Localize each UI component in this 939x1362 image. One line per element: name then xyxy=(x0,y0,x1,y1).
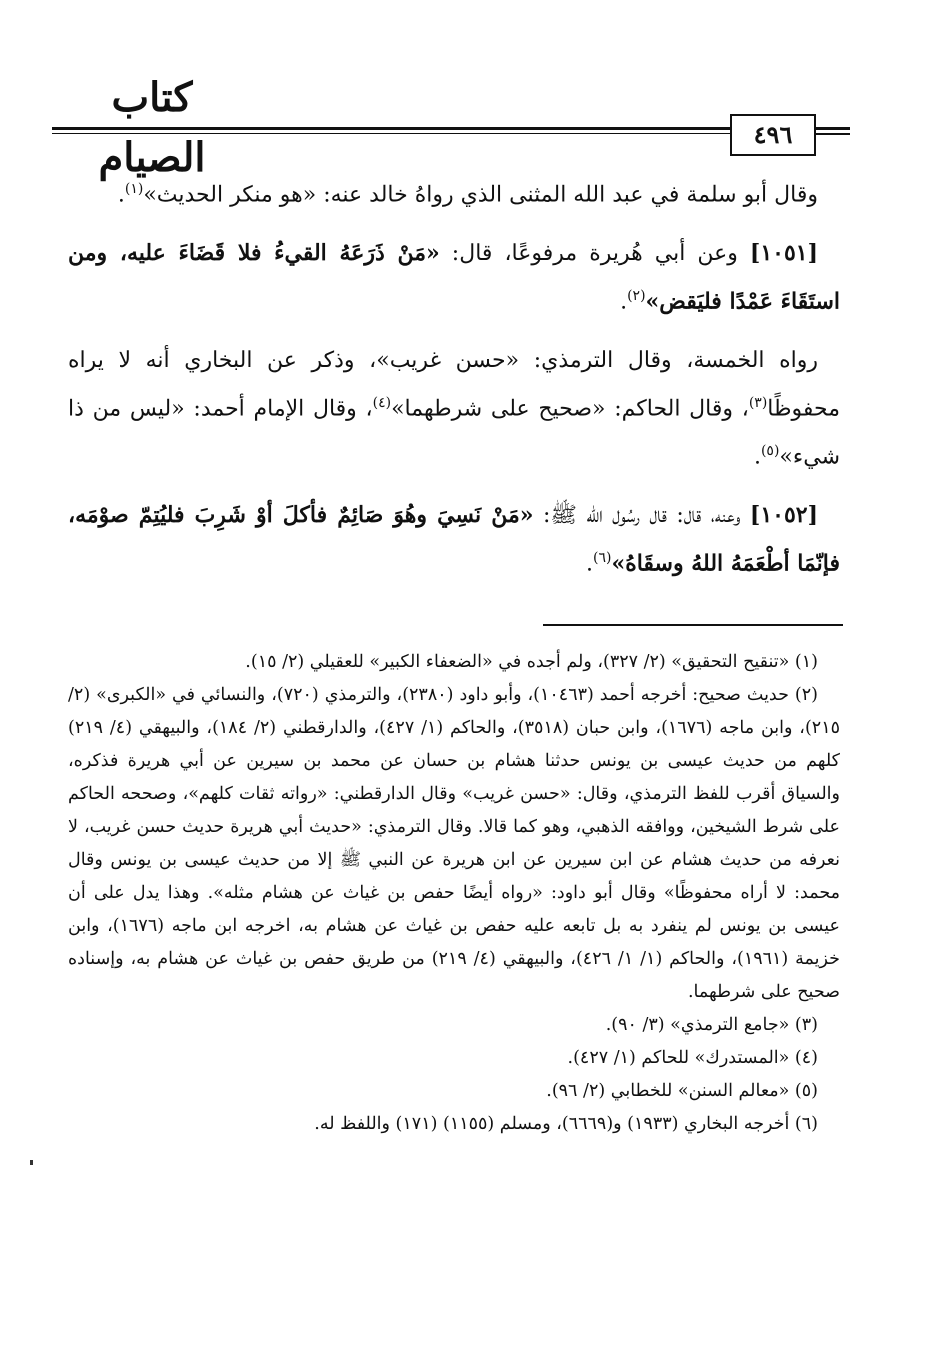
hadith-intro: وعن أبي هُريرة مرفوعًا، قال: xyxy=(439,241,750,267)
header-rule-thin xyxy=(52,133,732,134)
page-number-ornament-right xyxy=(812,127,850,129)
hadith-number: [١٠٥١] xyxy=(749,240,818,267)
hadith-number: [١٠٥٢] xyxy=(749,502,818,529)
footnote-1: (١) «تنقيح التحقيق» (٢/ ٣٢٧)، ولم أجده في «الضعفاء الكبير» للعقيلي (٢/ ١٥). xyxy=(245,652,818,672)
hadith-matn: «مَنْ ذَرَعَهُ القيءُ فلا قَضَاءَ عليه، ومن استَقَاءَ عَمْدًا فليَقض» xyxy=(68,240,840,315)
period: . xyxy=(620,289,628,315)
footnote-ref: (٢) xyxy=(627,288,646,305)
running-title: كتاب الصيام xyxy=(98,74,206,181)
footnote-6: (٦) أخرجه البخاري (١٩٣٣) و(٦٦٦٩)، ومسلم (١١٥٥) (١٧١) واللفظ له. xyxy=(314,1114,818,1134)
footnote-ref: (٥) xyxy=(760,442,780,459)
hadith-1052 xyxy=(68,494,840,585)
footnote-ref: (٤) xyxy=(372,394,392,411)
paragraph-text: ، وقال الحاكم: «صحيح على شرطهما» xyxy=(391,395,749,421)
footnotes xyxy=(68,646,840,1141)
paragraph-text: ، وقال الإمام أحمد: «ليس من ذا شيء» xyxy=(68,395,840,470)
period: . xyxy=(753,444,761,470)
period: . xyxy=(117,182,125,208)
footnote-separator xyxy=(543,624,843,626)
paragraph-text: رواه الخمسة، وقال الترمذي: «حسن غريب»، وذكر عن البخاري أنه لا يراه محفوظًا xyxy=(68,347,840,421)
footnote-ref: (١) xyxy=(124,181,144,197)
hadith-intro: وعنه، قال: قال رسُول الله ﷺ: xyxy=(533,503,750,529)
footnote-3: (٣) «جامع الترمذي» (٣/ ٩٠). xyxy=(605,1015,818,1035)
main-text xyxy=(68,168,840,602)
hadith-1051 xyxy=(68,232,840,323)
footnote-4: (٤) «المستدرك» للحاكم (١/ ٤٢٧). xyxy=(567,1048,818,1068)
page-number-ornament-right-2 xyxy=(812,133,850,135)
footnote-5: (٥) «معالم السنن» للخطابي (٢/ ٩٦). xyxy=(546,1081,818,1101)
footnote-2: (٢) حديث صحيح: أخرجه أحمد (١٠٤٦٣)، وأبو داود (٢٣٨٠)، والترمذي (٧٢٠)، والنسائي في «الكبرى» (٢/ ٢١٥)، وابن ماجه (١٦٧٦)، وابن حبان (٣٥١٨)، والحاكم (١/ ٤٢٧)، والدارقطني (٢/ ١٨٤)، والبيهقي (٤/ ٢١٩) كلهم من حديث عيسى بن يونس حدثنا هشام بن حسان عن محمد بن سيرين عن أبي هريرة فذكره، والسياق أقرب للفظ الترمذي، وقال: «حسن غريب» وقال الدارقطني: «رواته ثقات كلهم»، وصححه الحاكم على شرط الشيخين، ووافقه الذهبي، وهو كما قالا. وقال الترمذي: «حديث أبي هريرة حديث حسن غريب، لا نعرفه من حديث هشام عن ابن سيرين عن ابن هريرة عن النبي ﷺ إلا من حديث عيسى بن يونس وقال محمد: لا أراه محفوظًا» وقال أبو داود: «رواه أيضًا حفص بن غياث عن هشام مثله». وهذا يدل على أن عيسى بن يونس لم ينفرد به بل تابعه عليه حفص بن غياث عن هشام به، اخرجه ابن ماجه (١٦٧٦)، وابن خزيمة (١٩٦١)، والحاكم (١/ ١/ ٤٢٦)، والبيهقي (٤/ ٢١٩) من طريق حفص بن غياث عن هشام به، وإسناده صحيح على شرطهما. xyxy=(68,685,841,1002)
period: . xyxy=(585,551,593,577)
footnote-ref: (٣) xyxy=(748,394,768,411)
hadith-matn: «مَنْ نَسِيَ وهُوَ صَائِمٌ فأكلَ أوْ شَرِبَ فليُتِمّ صوْمَه، فإنّمَا أطْعَمَهُ اللهُ وسقَاهُ» xyxy=(68,502,840,577)
paragraph-takhrij xyxy=(68,340,840,479)
footnote-ref: (٦) xyxy=(592,550,612,567)
page-number: ٤٩٦ xyxy=(730,114,816,156)
paragraph-text: وقال أبو سلمة في عبد الله المثنى الذي رواهُ خالد عنه: «هو منكر الحديث» xyxy=(143,182,818,208)
paragraph-abu-salama xyxy=(68,168,840,216)
scan-speck xyxy=(30,1160,33,1165)
